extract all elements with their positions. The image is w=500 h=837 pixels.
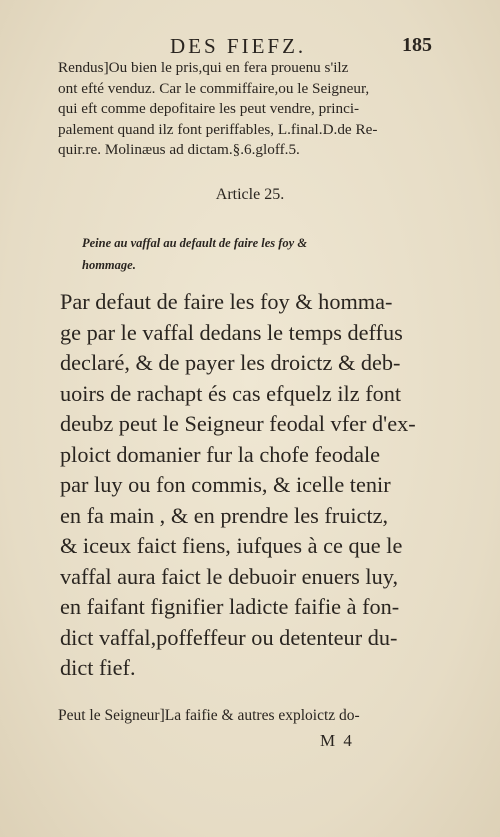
body-line: ge par le vaffal dedans le temps deffus bbox=[60, 319, 403, 345]
body-line: uoirs de rachapt és cas efquelz ilz font bbox=[60, 380, 402, 406]
body-line: Par defaut de faire les foy & homma- bbox=[60, 289, 393, 314]
commentary-line: Rendus]Ou bien le pris,qui en fera prouenu s'ilz bbox=[58, 59, 349, 76]
body-line: declaré, & de payer les droictz & deb- bbox=[60, 350, 401, 375]
commentary-line: qui eft comme depofitaire les peut vendre, princi- bbox=[58, 100, 360, 118]
body-line: dict vaffal,poffeffeur ou detenteur du- bbox=[60, 624, 398, 650]
summary-line: hommage. bbox=[82, 258, 136, 272]
body-line: en fa main , & en prendre les fruictz, bbox=[60, 502, 389, 528]
running-head: DES FIEFZ. bbox=[170, 34, 307, 58]
body-line: ploict domanier fur la chofe feodale bbox=[60, 441, 381, 467]
page-number: 185 bbox=[402, 34, 432, 56]
body-line: en faifant fignifier ladicte faifie à fon- bbox=[60, 594, 400, 619]
body-line: dict fief. bbox=[60, 655, 136, 680]
article-summary bbox=[82, 232, 422, 276]
commentary-line: quir.re. Molinæus ad dictam.§.6.gloff.5. bbox=[58, 141, 300, 159]
body-line: par luy ou fon commis, & icelle tenir bbox=[60, 472, 391, 497]
body-line: & iceux faict fiens, iufques à ce que le bbox=[60, 533, 403, 558]
gloss-note: Peut le Seigneur]La faifie & autres exploictz do- bbox=[58, 707, 360, 724]
commentary-block bbox=[58, 58, 430, 161]
body-line: vaffal aura faict le debuoir enuers luy, bbox=[60, 563, 399, 589]
signature-mark: M 4 bbox=[320, 731, 354, 750]
page-header bbox=[0, 34, 500, 60]
body-line: deubz peut le Seigneur feodal vfer d'ex- bbox=[60, 411, 416, 436]
article-body bbox=[60, 287, 432, 684]
summary-line: Peine au vaffal au default de faire les foy & bbox=[82, 236, 308, 250]
commentary-line: ont efté venduz. Car le commiffaire,ou le Seigneur, bbox=[58, 79, 370, 97]
article-heading: Article 25. bbox=[215, 186, 285, 203]
commentary-line: palement quand ilz font periffables, L.final.D.de Re- bbox=[58, 120, 378, 138]
